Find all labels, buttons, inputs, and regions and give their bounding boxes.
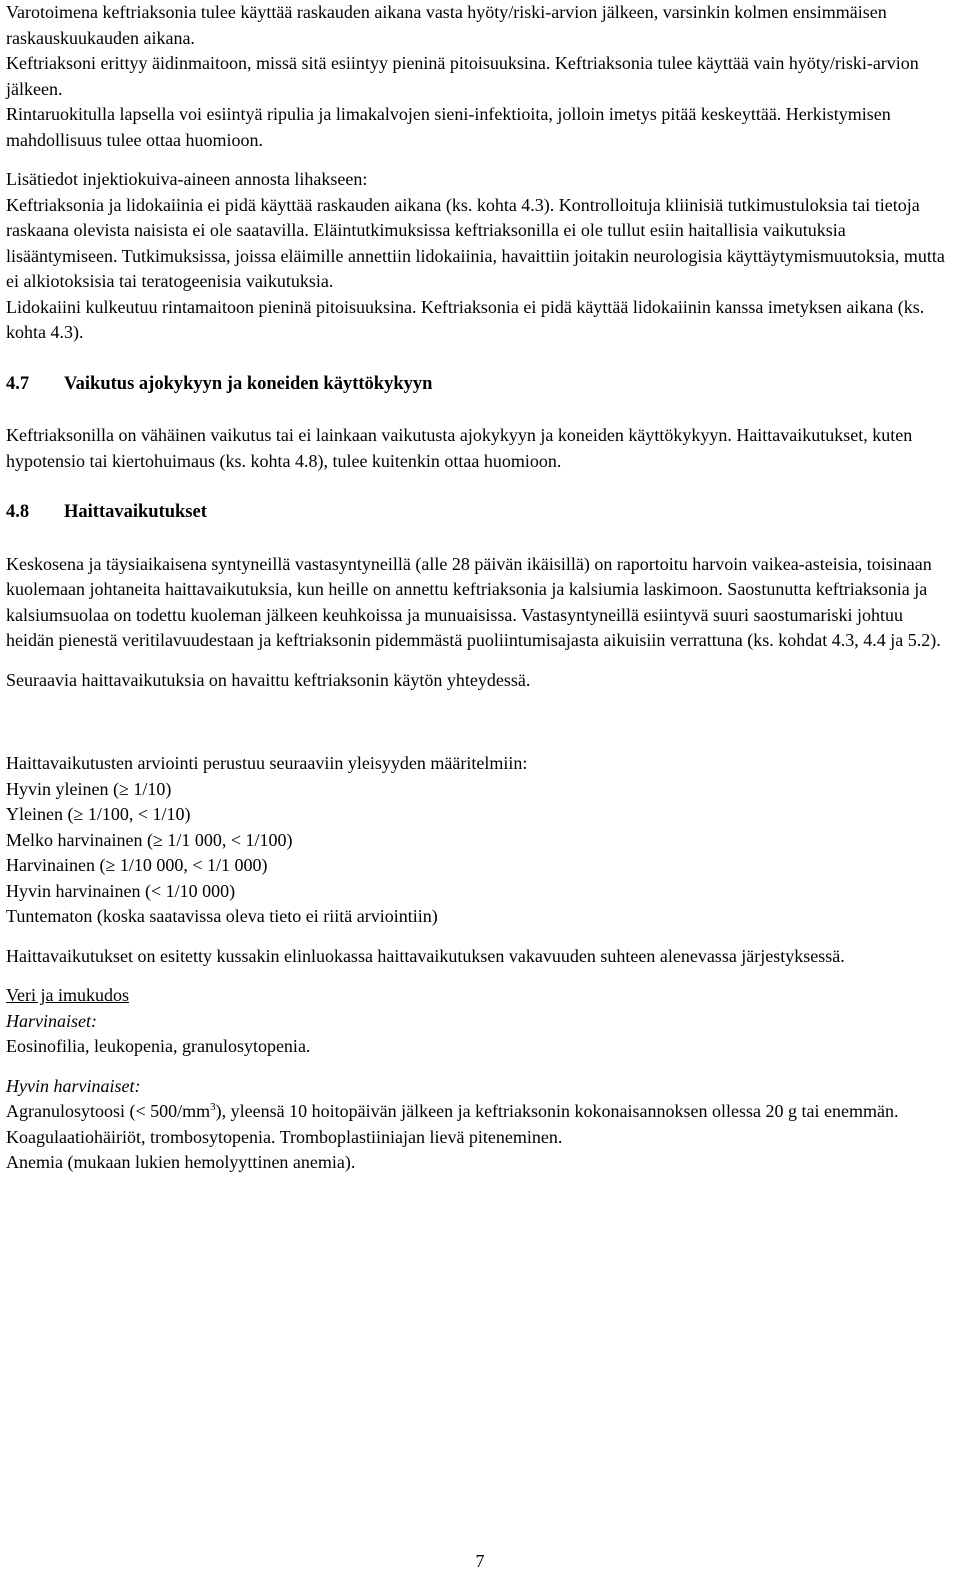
lidocaine-paragraph-1: Keftriaksonia ja lidokaiinia ei pidä käyttää raskauden aikana (ks. kohta 4.3). Kontrolloituja kliinisiä tutkimustuloksia tai tietoja raskaana olevista naisista ei ole saatavilla. Eläintutkimuksissa keftriaksonilla ei ole tullut esiin haitallisia vaikutuksia lisääntymiseen. Tutkimuksissa, joissa eläimille annettiin lidokaiinia, havaittiin joitakin neurologisia käyttäytymismuutoksia, mutta ei alkiotoksisia tai teratogeenisia vaikutuksia. [6, 194, 945, 291]
frequency-item: Hyvin yleinen (≥ 1/10) [6, 778, 172, 799]
frequency-item: Yleinen (≥ 1/100, < 1/10) [6, 804, 191, 824]
anemia-text: Anemia (mukaan lukien hemolyyttinen anemia). [6, 1152, 356, 1172]
agranulocytosis-text [6, 1099, 954, 1125]
section-4-8-heading [6, 500, 954, 526]
section-4-7-heading [6, 372, 954, 398]
rare-label: Harvinaiset: [6, 1010, 97, 1031]
frequency-item: Tuntematon (koska saatavissa oleva tieto ei riitä arviointiin) [6, 906, 438, 926]
section-4-8-paragraph-2: Seuraavia haittavaikutuksia on havaittu keftriaksonin käytön yhteydessä. [6, 669, 531, 690]
superscript: 3 [210, 1101, 216, 1113]
section-title: Vaikutus ajokykyyn ja koneiden käyttökykyyn [64, 373, 433, 394]
coagulation-text: Koagulaatiohäiriöt, trombosytopenia. Tromboplastiiniajan lievä piteneminen. [6, 1126, 563, 1147]
frequency-intro: Haittavaikutusten arviointi perustuu seuraaviin yleisyyden määritelmiin: [6, 753, 528, 773]
agranulo-text-end: ), yleensä 10 hoitopäivän jälkeen ja keftriaksonin kokonaisannoksen ollessa 20 g tai enemmän. [215, 1101, 899, 1121]
frequency-item: Melko harvinainen (≥ 1/1 000, < 1/100) [6, 829, 293, 850]
infant-paragraph: Rintaruokitulla lapsella voi esiintyä ripulia ja limakalvojen sieni-infektioita, jolloin imetys pitää keskeyttää. Herkistymisen mahdollisuus tulee ottaa huomioon. [6, 104, 891, 150]
very-rare-label: Hyvin harvinaiset: [6, 1075, 141, 1096]
pregnancy-paragraph: Varotoimena keftriaksonia tulee käyttää raskauden aikana vasta hyöty/riski-arvion jälkeen, varsinkin kolmen ensimmäisen raskauskuukauden aikana. [6, 2, 887, 48]
section-number: 4.8 [6, 502, 30, 522]
order-note: Haittavaikutukset on esitetty kussakin elinluokassa haittavaikutuksen vakavuuden suhteen alenevassa järjestyksessä. [6, 945, 845, 966]
document-page [6, 0, 954, 1176]
breastfeeding-paragraph: Keftriaksoni erittyy äidinmaitoon, missä sitä esiintyy pieninä pitoisuuksina. Keftriaksonia tulee käyttää vain hyöty/riski-arvion jälkeen. [6, 53, 919, 99]
rare-text: Eosinofilia, leukopenia, granulosytopenia. [6, 1036, 311, 1056]
section-number: 4.7 [6, 373, 30, 394]
frequency-item: Harvinainen (≥ 1/10 000, < 1/1 000) [6, 855, 268, 875]
agranulo-text-start: Agranulosytoosi (< 500/mm [6, 1101, 211, 1121]
frequency-item: Hyvin harvinainen (< 1/10 000) [6, 880, 236, 901]
page-number: 7 [475, 1551, 485, 1571]
section-title: Haittavaikutukset [64, 502, 207, 522]
lidocaine-paragraph-2: Lidokaiini kulkeutuu rintamaitoon pieninä pitoisuuksina. Keftriaksonia ei pidä käyttää lidokaiinin kanssa imetyksen aikana (ks. kohta 4.3). [6, 296, 925, 342]
section-4-7-text: Keftriaksonilla on vähäinen vaikutus tai ei lainkaan vaikutusta ajokykyyn ja koneiden käyttökykyyn. Haittavaikutukset, kuten hypotensio tai kiertohuimaus (ks. kohta 4.8), tulee kuitenkin ottaa huomioon. [6, 425, 913, 471]
section-4-8-paragraph-1: Keskosena ja täysiaikaisena syntyneillä vastasyntyneillä (alle 28 päivän ikäisillä) on raportoitu harvoin vaikea-asteisia, toisinaan kuolemaan johtaneita haittavaikutuksia, kun heille on annettu keftriaksonia ja kalsiumia laskimoon. Saostunutta keftriaksonia ja kalsiumsuolaa on todettu kuoleman jälkeen keuhkoissa ja munuaisissa. Vastasyntyneillä esiintyvä suuri saostumariski johtuu heidän pienestä veritilavuudestaan ja keftriaksonin pidemmästä puoliintumisajasta aikuisiin verrattuna (ks. kohdat 4.3, 4.4 ja 5.2). [6, 553, 941, 650]
lidocaine-title: Lisätiedot injektiokuiva-aineen annosta lihakseen: [6, 169, 368, 189]
blood-heading: Veri ja imukudos [6, 985, 129, 1005]
